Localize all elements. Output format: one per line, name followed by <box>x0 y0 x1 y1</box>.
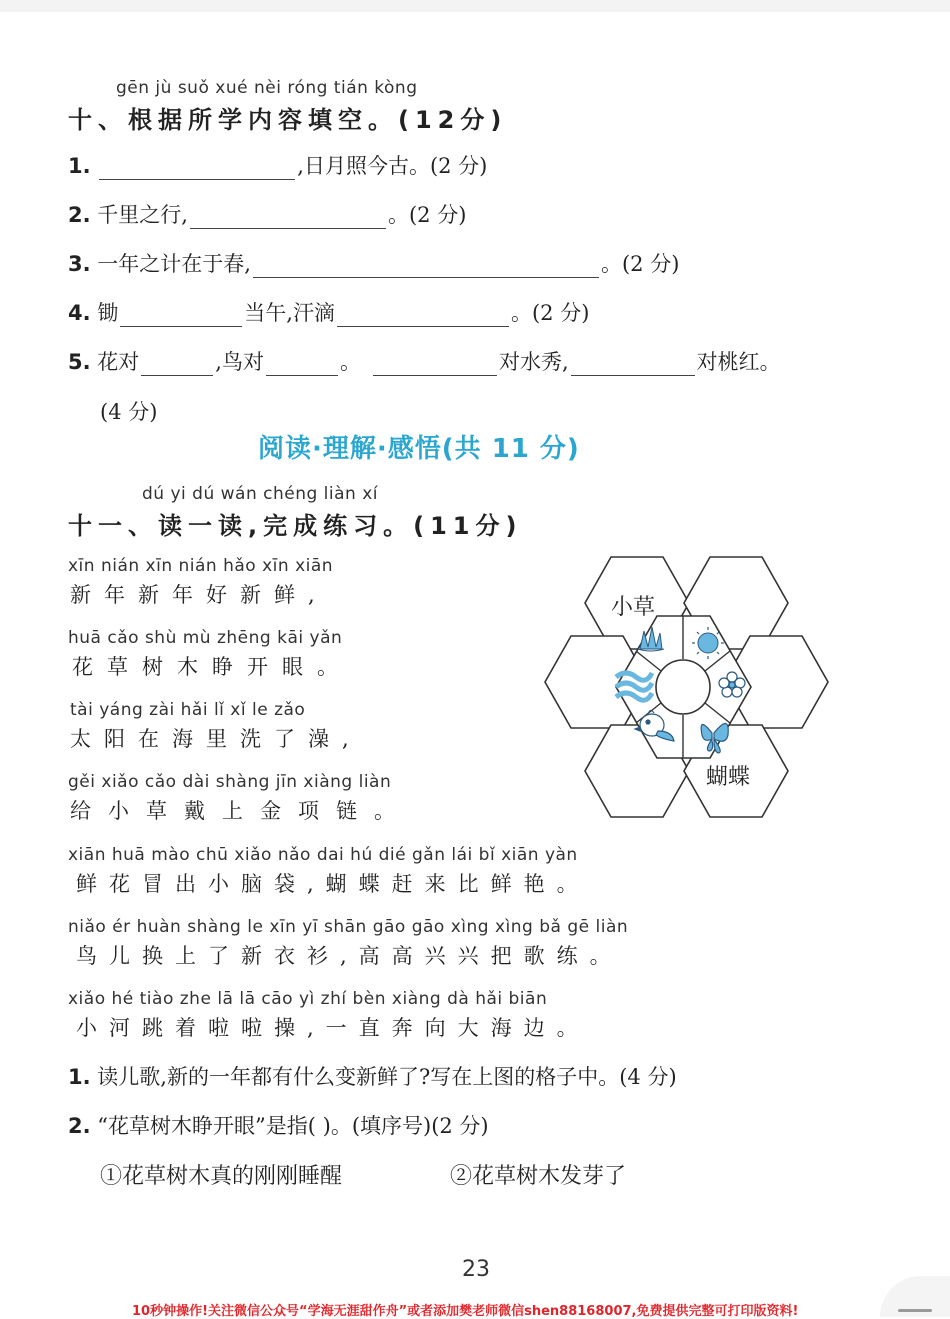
answer-blank[interactable] <box>266 353 338 376</box>
answer-blank[interactable] <box>253 255 599 278</box>
poem-line-2: 花草树木睁开眼。 <box>72 655 352 679</box>
question-11-1: 1. 读儿歌,新的一年都有什么变新鲜了?写在上图的格子中。(4 分) <box>68 1065 677 1089</box>
section10-pinyin: gēn jù suǒ xué nèi róng tián kòng <box>116 78 418 98</box>
page-number: 23 <box>462 1257 490 1282</box>
question-10-4: 4. 锄 当午,汗滴 。(2 分) <box>68 301 590 325</box>
question-10-2: 2. 千里之行, 。(2 分) <box>68 203 467 227</box>
question-11-2: 2. “花草树木睁开眼”是指( )。(填序号)(2 分) <box>68 1114 489 1138</box>
top-bar <box>0 0 950 12</box>
question-10-5: 5. 花对 ,鸟对 。 对水秀, 对桃红。 <box>68 350 781 374</box>
footer-watermark: 10秒钟操作!关注微信公众号“学海无涯甜作舟”或者添加樊老师微信shen88168007,免费提供完整可打印版资料! <box>132 1304 799 1319</box>
section11-title: 十一、读一读,完成练习。(11分) <box>68 512 523 540</box>
poem-pinyin-4: gěi xiǎo cǎo dài shàng jīn xiàng liàn <box>68 772 392 792</box>
answer-blank[interactable] <box>373 353 497 376</box>
section10-title: 十、根据所学内容填空。(12分) <box>68 106 508 134</box>
poem-line-6: 鸟儿换上了新衣衫,高高兴兴把歌练。 <box>76 944 623 968</box>
poem-pinyin-5: xiān huā mào chū xiǎo nǎo dai hú dié gǎn lái bǐ xiān yàn <box>68 845 578 865</box>
hexagon-diagram <box>540 555 830 823</box>
center-circle <box>656 660 710 714</box>
option-2[interactable]: ②花草树木发芽了 <box>450 1164 627 1189</box>
option-1[interactable]: ①花草树木真的刚刚睡醒 <box>100 1164 343 1189</box>
poem-pinyin-2: huā cǎo shù mù zhēng kāi yǎn <box>68 628 343 648</box>
question-10-5-score: (4 分) <box>100 400 158 424</box>
answer-blank[interactable] <box>571 353 695 376</box>
answer-blank[interactable] <box>337 304 509 327</box>
poem-pinyin-6: niǎo ér huàn shàng le xīn yī shān gāo gāo xìng xìng bǎ gē liàn <box>68 917 629 937</box>
poem-pinyin-7: xiǎo hé tiào zhe lā lā cāo yì zhí bèn xiàng dà hǎi biān <box>68 989 548 1009</box>
scroll-indicator[interactable] <box>898 1309 932 1312</box>
reading-section-title: 阅读·理解·感悟(共 11 分) <box>258 434 580 464</box>
answer-blank[interactable] <box>190 206 386 229</box>
diagram-label-butterfly: 蝴蝶 <box>706 765 751 790</box>
diagram-label-grass: 小草 <box>611 595 656 620</box>
question-10-3: 3. 一年之计在于春, 。(2 分) <box>68 252 680 276</box>
answer-blank[interactable] <box>120 304 242 327</box>
answer-blank[interactable] <box>99 157 295 180</box>
poem-line-4: 给小草戴上金项链。 <box>70 799 412 823</box>
poem-pinyin-1: xīn nián xīn nián hǎo xīn xiān <box>68 556 334 576</box>
poem-line-3: 太阳在海里洗了澡, <box>70 727 362 751</box>
answer-blank[interactable] <box>141 353 213 376</box>
poem-line-7: 小河跳着啦啦操,一直奔向大海边。 <box>76 1016 590 1040</box>
question-10-1: 1. ,日月照今古。(2 分) <box>68 154 488 178</box>
poem-line-5: 鲜花冒出小脑袋,蝴蝶赶来比鲜艳。 <box>76 872 590 896</box>
section11-pinyin: dú yi dú wán chéng liàn xí <box>142 484 379 504</box>
poem-line-1: 新年新年好新鲜, <box>70 583 328 607</box>
poem-pinyin-3: tài yáng zài hǎi lǐ xǐ le zǎo <box>70 700 306 720</box>
